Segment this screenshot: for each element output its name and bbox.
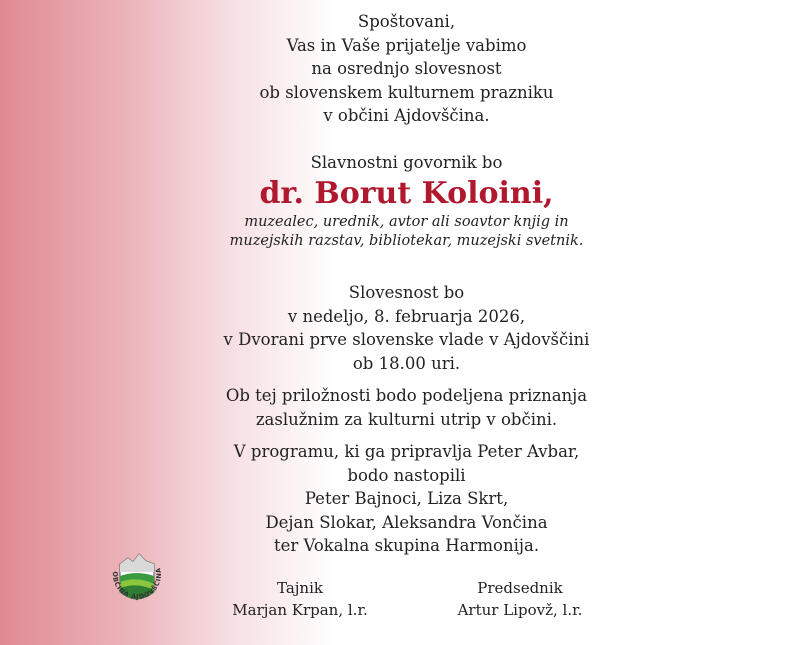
municipality-emblem-icon (106, 548, 168, 622)
logo-text: OBČINA AJDOVŠČINA (110, 566, 164, 601)
signature-role: Predsednik (477, 579, 563, 597)
signature-name: Marjan Krpan, l.r. (232, 601, 368, 619)
greeting-line: na osrednjo slovesnost (311, 59, 502, 78)
greeting-line: Spoštovani, (357, 12, 456, 31)
program-line: ter Vokalna skupina Harmonija. (273, 536, 540, 555)
speaker-description (170, 213, 643, 251)
speaker-desc-line: muzealec, urednik, avtor ali soavtor knjig in (244, 214, 569, 230)
signature-name: Artur Lipovž, l.r. (457, 601, 583, 619)
signature-president (440, 577, 600, 621)
program-line: V programu, ki ga pripravlja Peter Avbar, (233, 442, 580, 461)
event-line: v Dvorani prve slovenske vlade v Ajdovščini (223, 330, 590, 349)
greeting-line: v občini Ajdovščina. (323, 106, 490, 125)
speaker-intro-block (170, 151, 643, 175)
speaker-name: dr. Borut Koloini, (259, 176, 554, 211)
program-line: Dejan Slokar, Aleksandra Vončina (265, 512, 548, 532)
greeting-block (170, 10, 643, 128)
program-line: Peter Bajnoci, Liza Skrt, (304, 489, 509, 508)
speaker-intro: Slavnostni govornik bo (310, 153, 503, 172)
event-block (170, 281, 643, 375)
event-line: Slovesnost bo (348, 283, 465, 302)
signature-secretary (220, 577, 380, 621)
event-line: v nedeljo, 8. februarja 2026, (287, 306, 526, 326)
speaker-desc-line: muzejskih razstav, bibliotekar, muzejski svetnik. (229, 233, 584, 249)
event-line: ob 18.00 uri. (352, 353, 461, 373)
greeting-line: ob slovenskem kulturnem prazniku (259, 82, 554, 102)
awards-line: zaslužnim za kulturni utrip v občini. (255, 409, 558, 429)
municipality-logo (106, 548, 168, 622)
awards-block (170, 384, 643, 431)
awards-line: Ob tej priložnosti bodo podeljena priznanja (225, 386, 588, 405)
greeting-line: Vas in Vaše prijatelje vabimo (286, 35, 527, 55)
program-line: bodo nastopili (347, 465, 466, 485)
signature-role: Tajnik (277, 579, 323, 597)
program-block (170, 440, 643, 558)
